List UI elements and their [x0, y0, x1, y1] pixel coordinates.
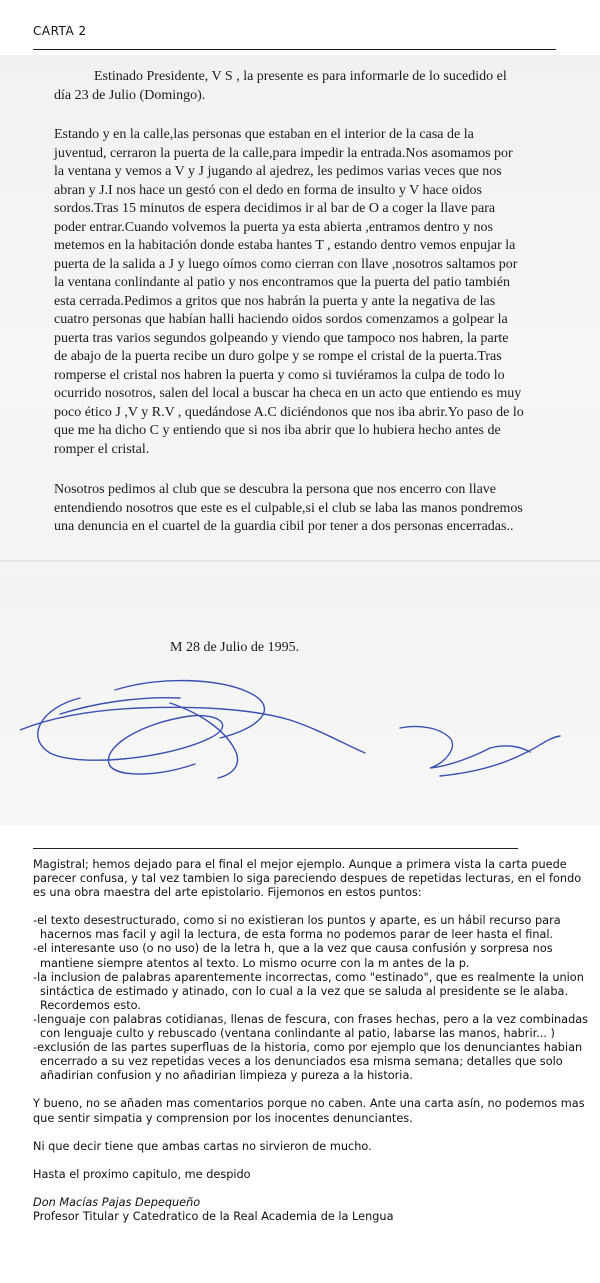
- commentary-section: [33, 858, 593, 1224]
- commentary-paragraph: Y bueno, no se añaden mas comentarios porque no caben. Ante una carta asín, no podemos mas que sentir simpatia y comprension por los inocentes denunciantes.: [33, 1097, 585, 1125]
- letter-body: Estando y en la calle,las personas que estaban en el interior de la casa de la juventud, cerraron la puerta de la calle,para impedir la entrada.Nos asomamos por la ventana y vemos a V y J jugando al ajedrez, les pedimos varias veces que nos abran y J.I nos hace un gestó con el dedo en forma de insulto y V hace oidos sordos.Tras 15 minutos de espera decidimos ir al bar de O a coger la llave para poder entrar.Cuando volvemos la puerta ya esta abierta ,entramos dentro y nos metemos en la habitación donde estaba hantes T , estando dentro vemos enpujar la puerta de la salida a J y luego oímos como cierran con llave ,nosotros saltamos por la ventana conlindante al patio y nos encontramos que la puerta del patio también esta cerrada.Pedimos a gritos que nos habrán la puerta y ante la negativa de las cuatro personas que habían halli haciendo oidos sordos comenzamos a golpear la puerta tras varios segundos golpeando y viendo que tampoco nos habren, la parte de abajo de la puerta recibe un duro golpe y se rompe el cristal de la puerta.Tras romperse el cristal nos habren la puerta y como si tuviéramos la culpa de todo lo ocurrido nosotros, salen del local a buscar ha checa en un acto que entiendo es muy poco ético J ,V y R.V , quedándose A.C diciéndonos que nos iba abrir.Yo paso de lo que me ha dicho C y entiendo que si nos iba abrir que lo hubiera hecho antes de romper el cristal.: [54, 127, 524, 457]
- author-name: Don Macías Pajas Depequeño: [33, 1195, 201, 1209]
- section-divider: [33, 848, 518, 849]
- page-header-title: CARTA 2: [33, 24, 87, 38]
- top-divider: [33, 49, 556, 50]
- letter-text: [54, 68, 524, 537]
- commentary-paragraph: Hasta el proximo capitulo, me despido: [33, 1167, 251, 1181]
- commentary-paragraph: Ni que decir tiene que ambas cartas no sirvieron de mucho.: [33, 1139, 372, 1153]
- author-title: Profesor Titular y Catedratico de la Real Academia de la Lengua: [33, 1209, 394, 1223]
- commentary-point: -lenguaje con palabras cotidianas, llenas de fescura, con frases hechas, pero a la vez combinadas con lenguaje culto y rebuscado (ventana conlindante al patio, labarse las manos, habrir... ): [33, 1012, 589, 1041]
- handwritten-signature: [20, 668, 580, 788]
- commentary-point: -el interesante uso (o no uso) de la letra h, que a la vez que causa confusión y sorpresa nos mantiene siempre atentos al texto. Lo mismo ocurre con la m antes de la p.: [33, 942, 553, 970]
- commentary-point: -la inclusion de palabras aparentemente incorrectas, como "estinado", que es realmente la union sintáctica de estimado y atinado, con lo cual a la vez que se saluda al presidente se le alaba. Recordemos esto.: [33, 970, 584, 1012]
- commentary-points: [33, 914, 593, 1083]
- commentary-point: -exclusión de las partes superfluas de la historia, como por ejemplo que los denunciantes habian encerrado a su vez repetidas veces a los denunciados esa misma semana; detalles que solo añadirian confusion y no añadirian limpieza y pureza a la historia.: [33, 1041, 583, 1083]
- paper-fold-line: [0, 560, 600, 562]
- commentary-intro: Magistral; hemos dejado para el final el mejor ejemplo. Aunque a primera vista la carta puede parecer confusa, y tal vez tambien lo siga pareciendo despues de repetidas lecturas, en el fondo es una obra maestra del arte epistolario. Fijemonos en estos puntos:: [33, 858, 582, 900]
- letter-date-line: M 28 de Julio de 1995.: [170, 640, 300, 655]
- letter-greeting: Estinado Presidente, V S , la presente es para informarle de lo sucedido el día 23 de Julio (Domingo).: [54, 69, 507, 103]
- letter-closing: Nosotros pedimos al club que se descubra la persona que nos encerro con llave entendiendo nosotros que este es el culpable,si el club se laba las manos pondremos una denuncia en el cuartel de la guardia cibil por tener a dos personas encerradas..: [54, 482, 523, 534]
- commentary-point: -el texto desestructurado, como si no existieran los puntos y aparte, es un hábil recurso para hacernos mas facil y agil la lectura, de esta forma no podemos parar de leer hasta el final.: [33, 914, 561, 942]
